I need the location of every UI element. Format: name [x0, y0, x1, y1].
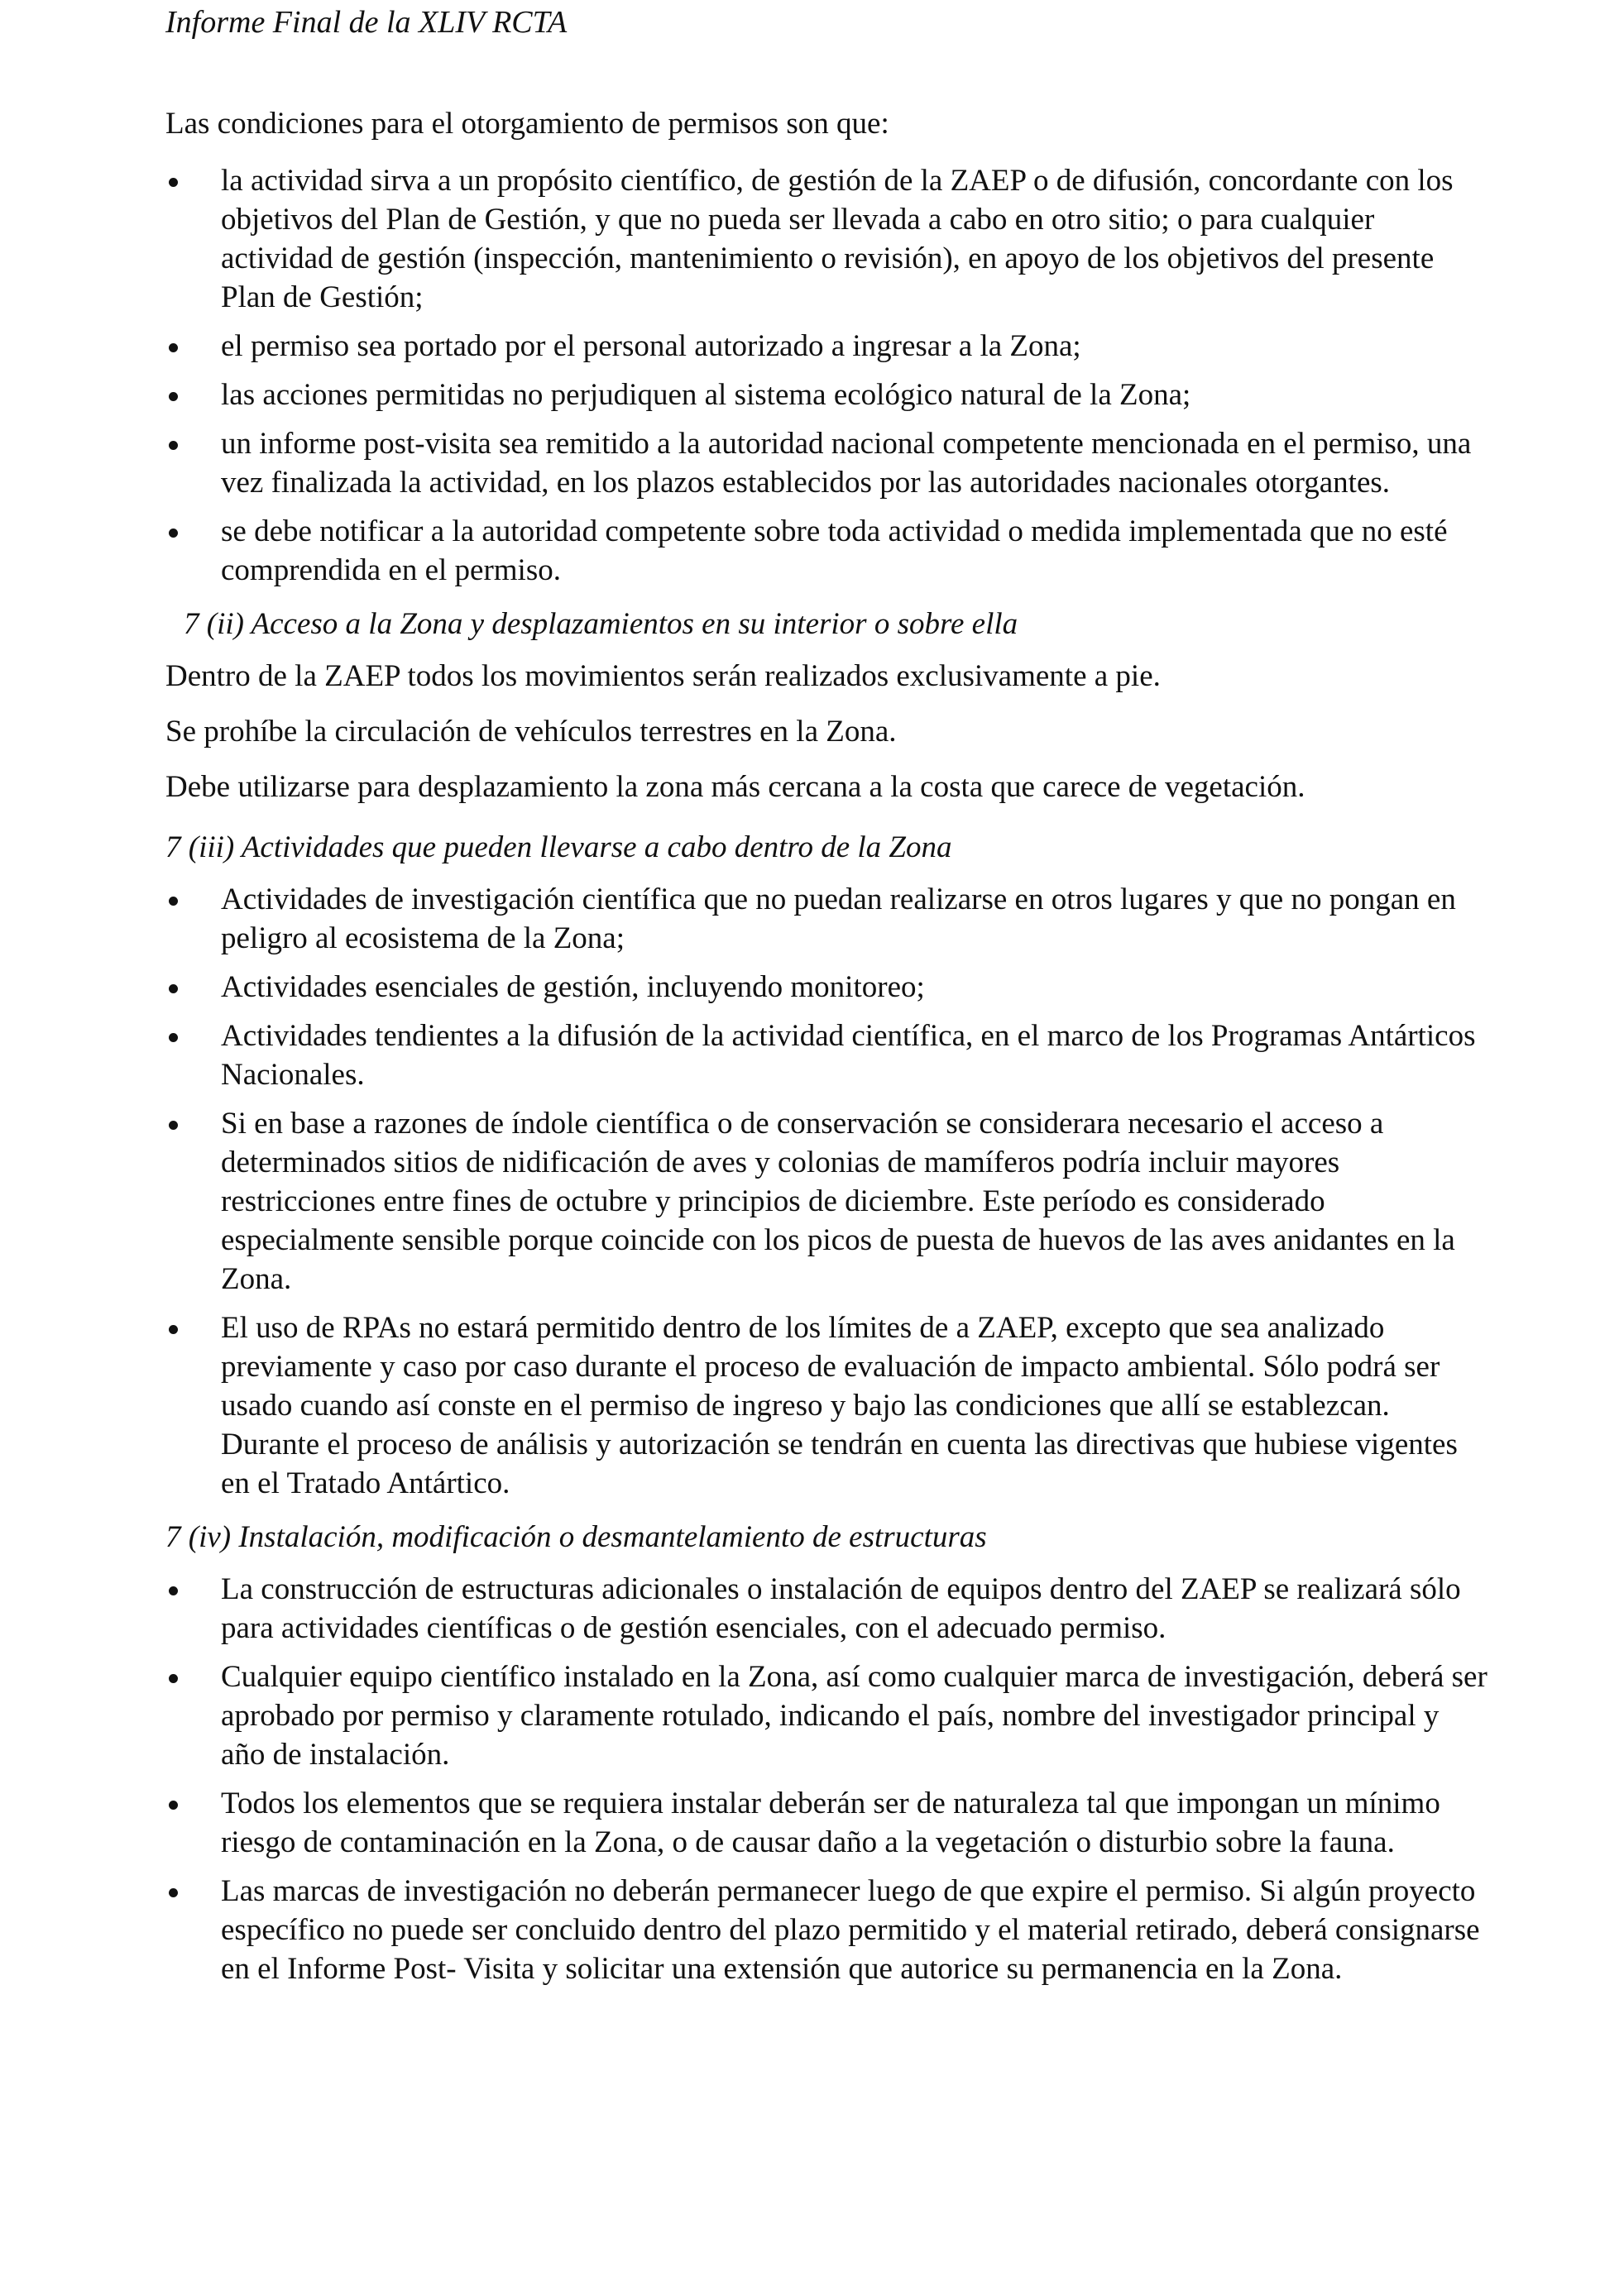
- document-body: [165, 104, 1489, 1998]
- paragraph: Debe utilizarse para desplazamiento la zona más cercana a la costa que carece de vegetación.: [165, 770, 1305, 804]
- list-item: el permiso sea portado por el personal autorizado a ingresar a la Zona;: [165, 327, 1489, 366]
- list-item: La construcción de estructuras adicionales o instalación de equipos dentro del ZAEP se realizará sólo para actividades científicas o de gestión esenciales, con el adecuado permiso.: [165, 1570, 1489, 1648]
- list-item: Actividades esenciales de gestión, incluyendo monitoreo;: [165, 968, 1489, 1007]
- list-item: Actividades de investigación científica que no puedan realizarse en otros lugares y que no pongan en peligro al ecosistema de la Zona;: [165, 880, 1489, 958]
- conditions-list: [165, 161, 1489, 590]
- list-item: se debe notificar a la autoridad competente sobre toda actividad o medida implementada que no esté comprendida en el permiso.: [165, 512, 1489, 590]
- section-heading-iii: 7 (iii) Actividades que pueden llevarse a cabo dentro de la Zona: [165, 830, 952, 864]
- list-item: Actividades tendientes a la difusión de la actividad científica, en el marco de los Programas Antárticos Nacionales.: [165, 1016, 1489, 1094]
- list-item: El uso de RPAs no estará permitido dentro de los límites de a ZAEP, excepto que sea analizado previamente y caso por caso durante el proceso de evaluación de impacto ambiental. Sólo podrá ser usado cuando así conste en el permiso de ingreso y bajo las condiciones que allí se establezcan. Durante el proceso de análisis y autorización se tendrán en cuenta las directivas que hubiese vigentes en el Tratado Antártico.: [165, 1308, 1489, 1503]
- list-item: Si en base a razones de índole científica o de conservación se considerara necesario el acceso a determinados sitios de nidificación de aves y colonias de mamíferos podría incluir mayores restricciones entre fines de octubre y principios de diciembre. Este período es considerado especialmente sensible porque coincide con los picos de puesta de huevos de las aves anidantes en la Zona.: [165, 1104, 1489, 1299]
- section-heading-ii: 7 (ii) Acceso a la Zona y desplazamientos en su interior o sobre ella: [184, 607, 1018, 641]
- list-item: las acciones permitidas no perjudiquen al sistema ecológico natural de la Zona;: [165, 375, 1489, 414]
- conditions-intro: Las condiciones para el otorgamiento de permisos son que:: [165, 107, 889, 141]
- list-item: Cualquier equipo científico instalado en la Zona, así como cualquier marca de investigación, deberá ser aprobado por permiso y claramente rotulado, indicando el país, nombre del investigador principal y año de instalación.: [165, 1657, 1489, 1774]
- paragraph: Se prohíbe la circulación de vehículos terrestres en la Zona.: [165, 715, 897, 749]
- section-heading-iv: 7 (iv) Instalación, modificación o desmantelamiento de estructuras: [165, 1520, 987, 1554]
- activities-list: [165, 880, 1489, 1503]
- list-item: Las marcas de investigación no deberán permanecer luego de que expire el permiso. Si algún proyecto específico no puede ser concluido dentro del plazo permitido y el material retirado, deberá consignarse en el Informe Post- Visita y solicitar una extensión que autorice su permanencia en la Zona.: [165, 1872, 1489, 1988]
- structures-list: [165, 1570, 1489, 1988]
- list-item: un informe post-visita sea remitido a la autoridad nacional competente mencionada en el permiso, una vez finalizada la actividad, en los plazos establecidos por las autoridades nacionales otorgantes.: [165, 424, 1489, 502]
- list-item: Todos los elementos que se requiera instalar deberán ser de naturaleza tal que impongan un mínimo riesgo de contaminación en la Zona, o de causar daño a la vegetación o disturbio sobre la fauna.: [165, 1784, 1489, 1862]
- running-header: Informe Final de la XLIV RCTA: [165, 5, 568, 40]
- paragraph: Dentro de la ZAEP todos los movimientos serán realizados exclusivamente a pie.: [165, 659, 1161, 693]
- list-item: la actividad sirva a un propósito científico, de gestión de la ZAEP o de difusión, concordante con los objetivos del Plan de Gestión, y que no pueda ser llevada a cabo en otro sitio; o para cualquier actividad de gestión (inspección, mantenimiento o revisión), en apoyo de los objetivos del presente Plan de Gestión;: [165, 161, 1489, 317]
